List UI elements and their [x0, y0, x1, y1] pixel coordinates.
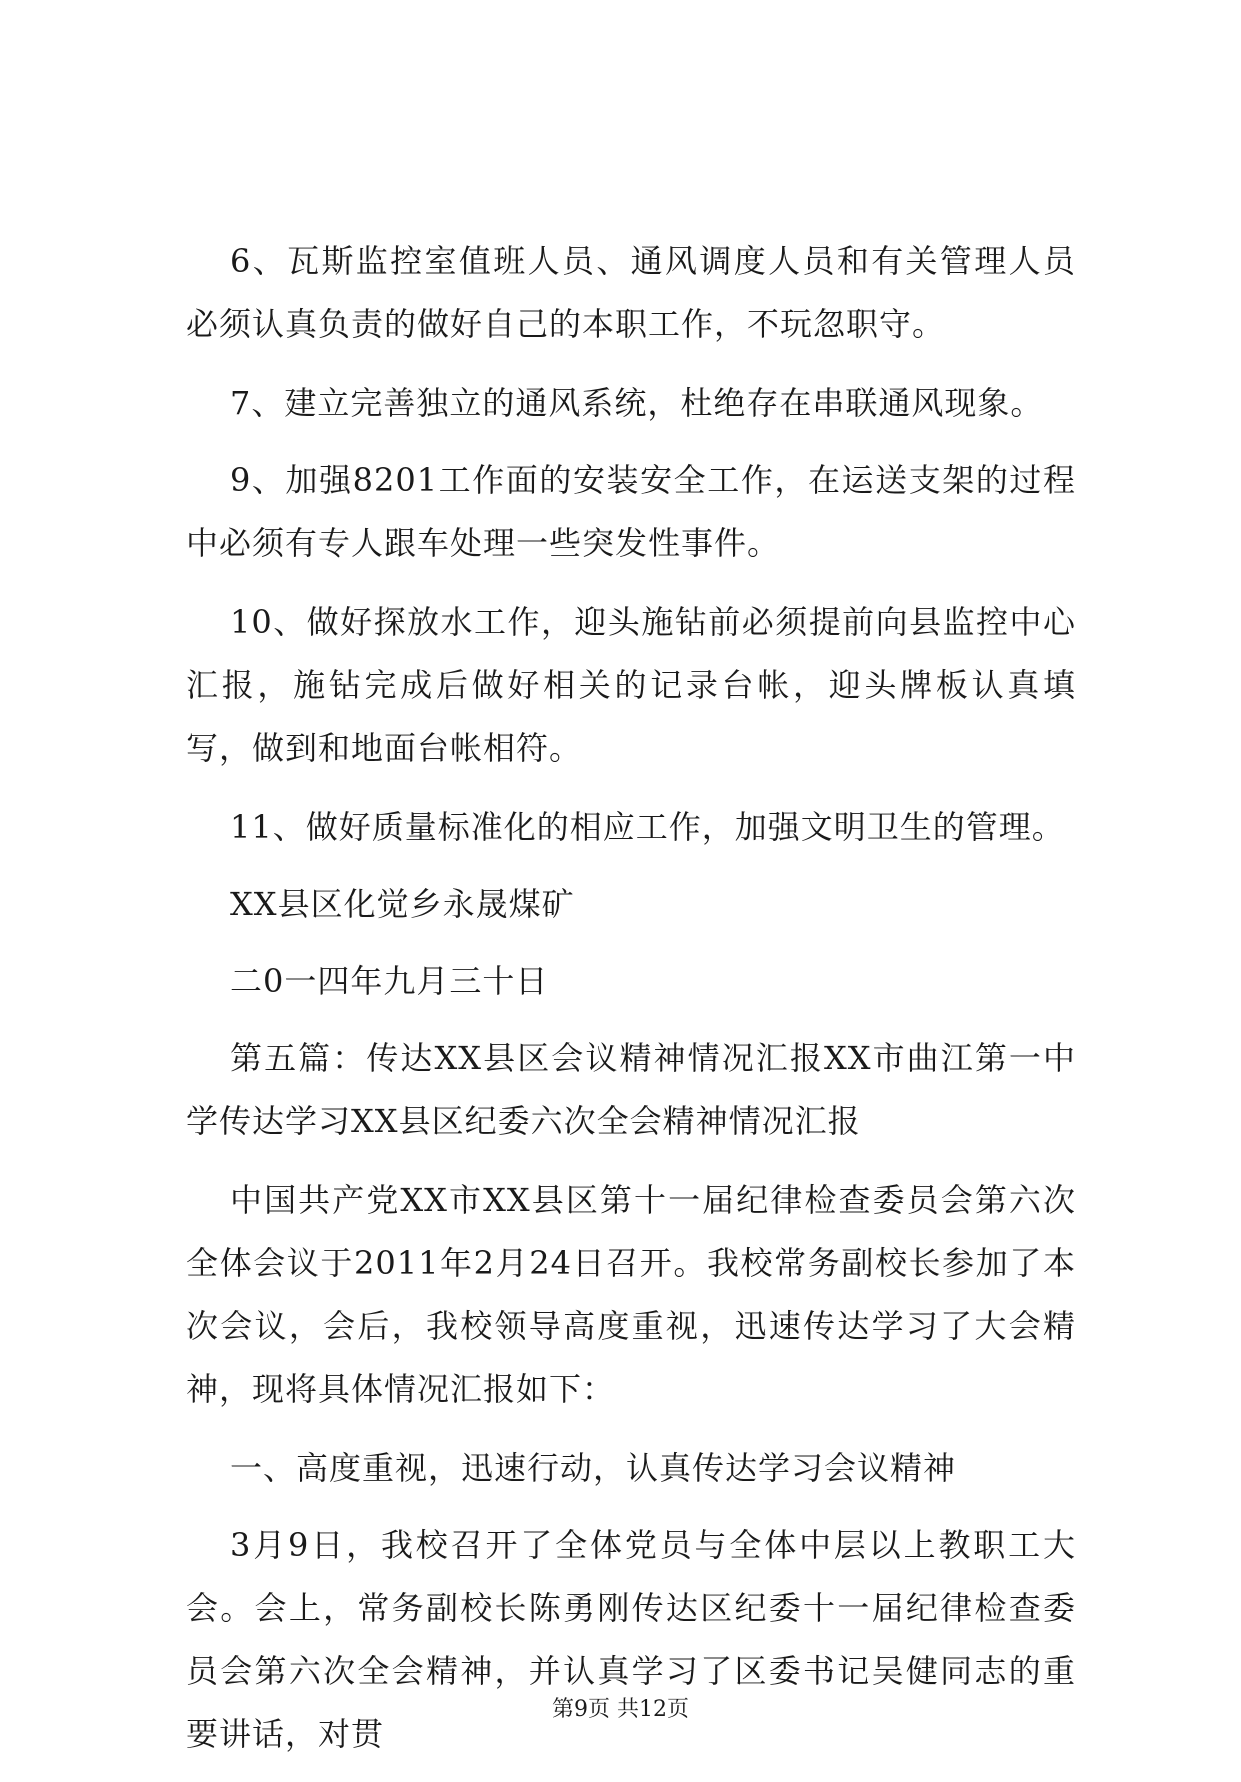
signature-date: 二0一四年九月三十日	[230, 962, 549, 1000]
paragraph-meeting-details: 3月9日，我校召开了全体党员与全体中层以上教职工大会。会上，常务副校长陈勇刚传达区纪委十一届纪律检查委员会第六次全会精神，并认真学习了区委书记吴健同志的重要讲话，对贯	[186, 1526, 1076, 1753]
paragraph-meeting-intro: 中国共产党XX市XX县区第十一届纪律检查委员会第六次全体会议于2011年2月24日召开。我校常务副校长参加了本次会议，会后，我校领导高度重视，迅速传达学习了大会精神，现将具体情况汇报如下：	[186, 1181, 1076, 1408]
signature-organization: XX县区化觉乡永晟煤矿	[230, 885, 575, 923]
paragraph-item-9: 9、加强8201工作面的安装安全工作，在运送支架的过程中必须有专人跟车处理一些突发性事件。	[186, 461, 1076, 562]
paragraph-item-7: 7、建立完善独立的通风系统，杜绝存在串联通风现象。	[230, 384, 1044, 422]
section-heading: 第五篇：传达XX县区会议精神情况汇报XX市曲江第一中学传达学习XX县区纪委六次全会精神情况汇报	[186, 1039, 1076, 1140]
paragraph-item-6: 6、瓦斯监控室值班人员、通风调度人员和有关管理人员必须认真负责的做好自己的本职工作，不玩忽职守。	[186, 242, 1076, 343]
page-footer: 第9页 共12页	[552, 1697, 689, 1722]
paragraph-item-11: 11、做好质量标准化的相应工作，加强文明卫生的管理。	[230, 808, 1065, 846]
paragraph-subheading: 一、高度重视，迅速行动，认真传达学习会议精神	[230, 1449, 957, 1487]
paragraph-item-10: 10、做好探放水工作，迎头施钻前必须提前向县监控中心汇报，施钻完成后做好相关的记录台帐，迎头牌板认真填写，做到和地面台帐相符。	[186, 603, 1076, 767]
document-body	[186, 230, 1076, 1782]
